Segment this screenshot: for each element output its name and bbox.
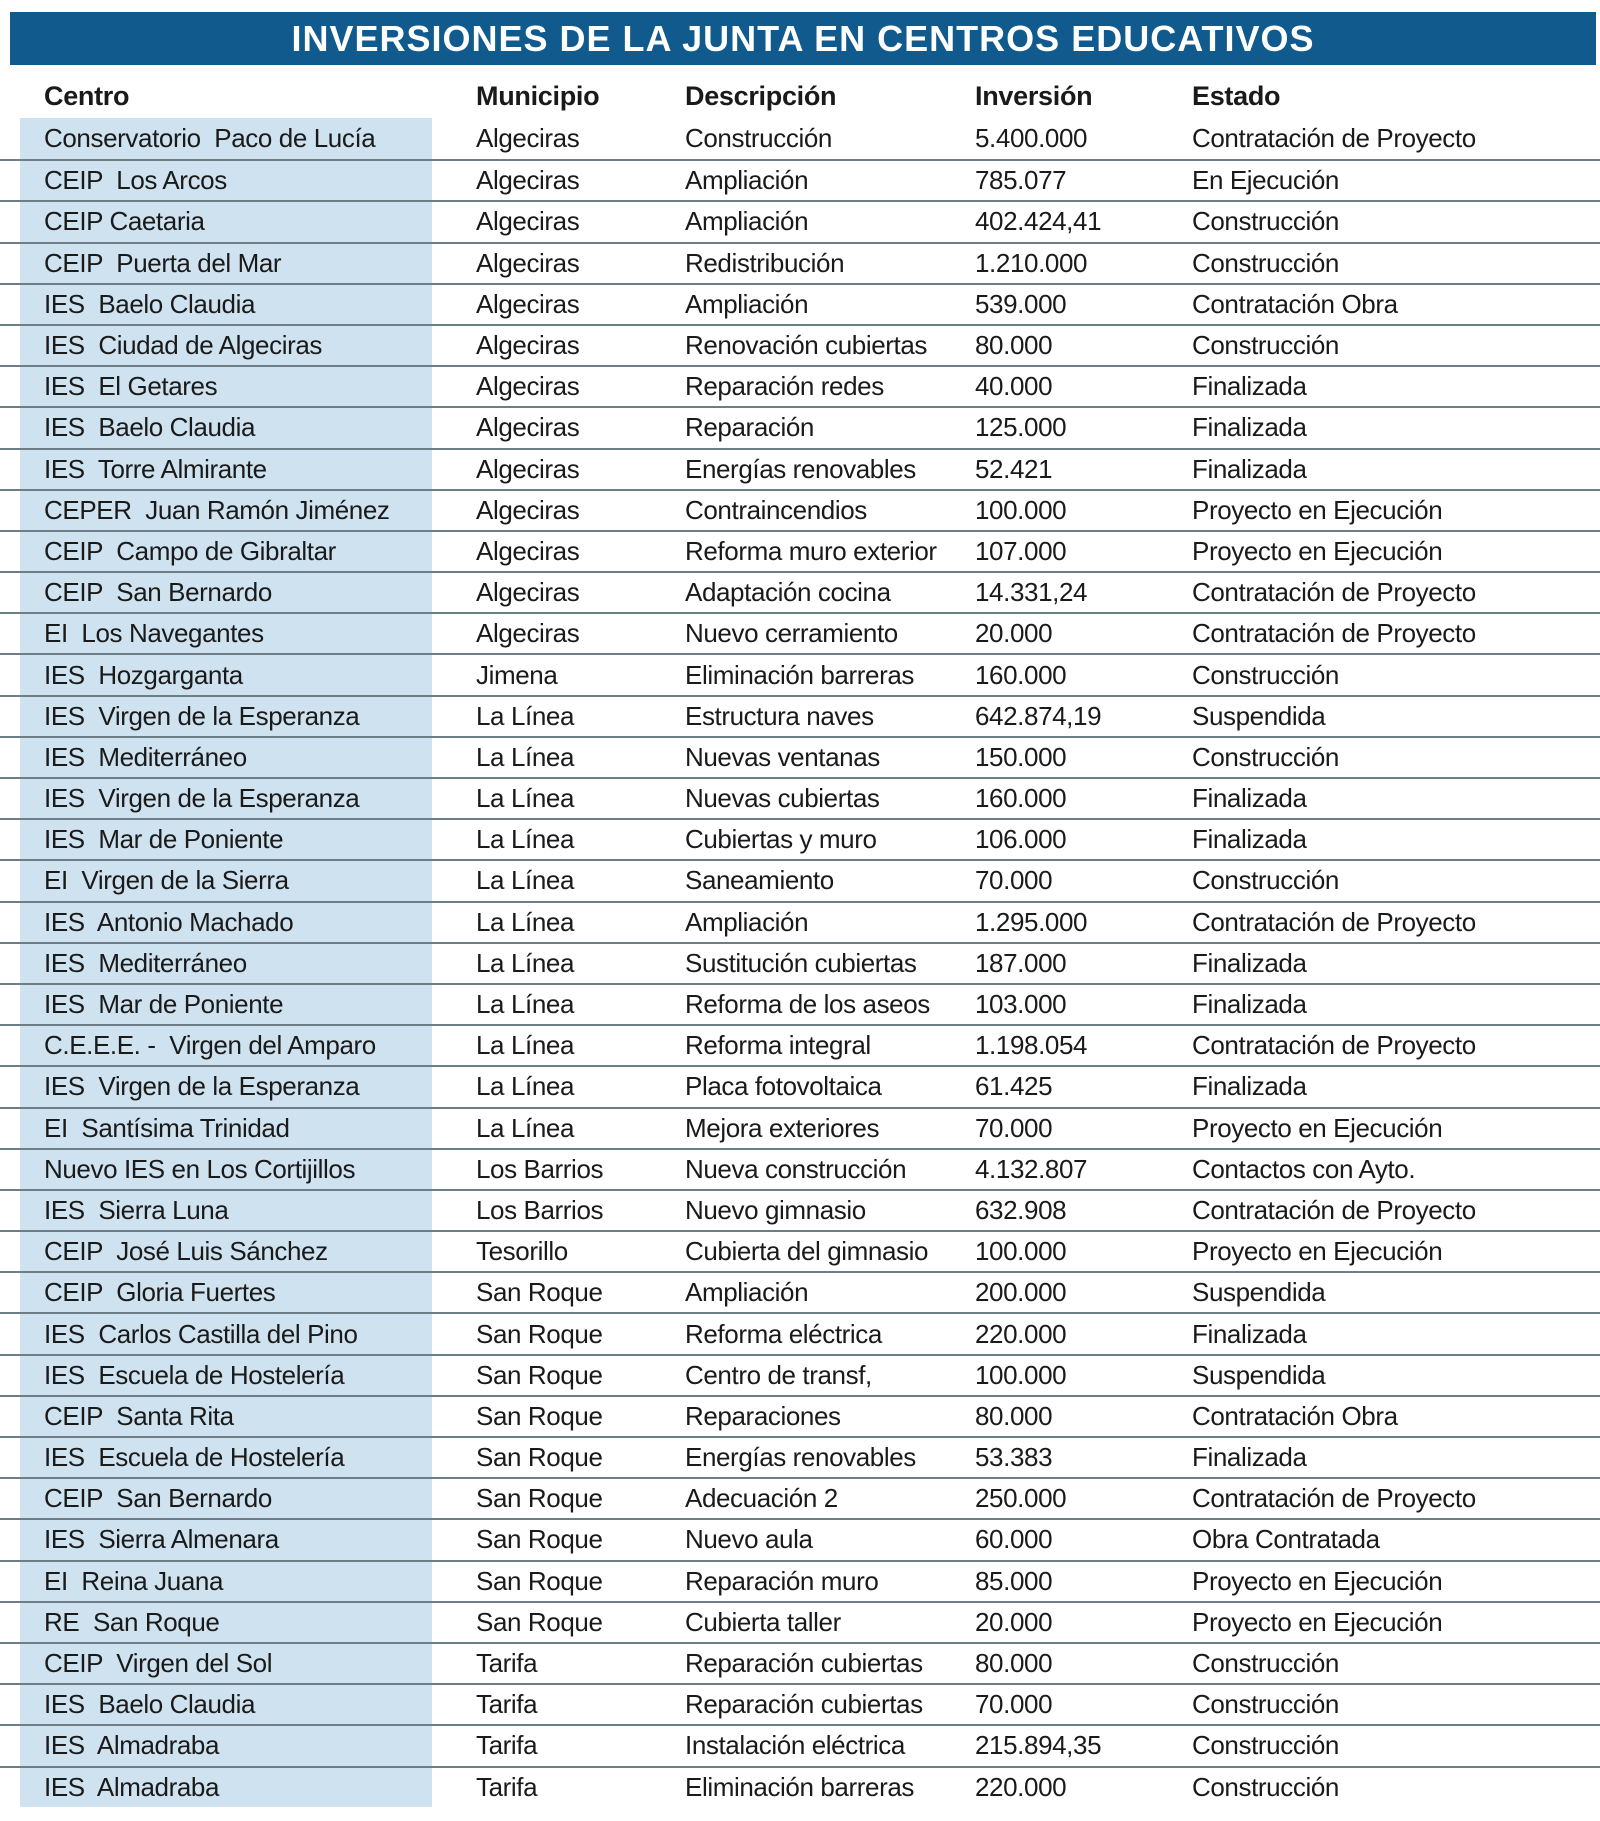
cell-inversion: 4.132.807 [975, 1153, 1088, 1184]
table-row [0, 159, 1600, 200]
cell-descripcion: Reparaciones [685, 1400, 841, 1431]
cell-descripcion: Reforma integral [685, 1030, 871, 1061]
table-row [0, 983, 1600, 1024]
cell-descripcion: Ampliación [685, 165, 809, 196]
table-row [0, 653, 1600, 694]
cell-centro: IES Mar de Poniente [0, 820, 432, 859]
cell-inversion: 160.000 [975, 783, 1067, 814]
table-row [0, 1560, 1600, 1601]
table-row [0, 1724, 1600, 1765]
cell-municipio: Tarifa [476, 1689, 538, 1720]
cell-descripcion: Mejora exteriores [685, 1112, 880, 1143]
cell-municipio: La Línea [476, 1112, 575, 1143]
cell-municipio: La Línea [476, 906, 575, 937]
cell-estado: Contratación Obra [1192, 288, 1398, 319]
table-row [0, 1312, 1600, 1353]
cell-municipio: Algeciras [476, 165, 580, 196]
cell-estado: Contratación Obra [1192, 1400, 1398, 1431]
cell-municipio: Tesorillo [476, 1236, 568, 1267]
cell-municipio: Tarifa [476, 1771, 538, 1802]
cell-inversion: 20.000 [975, 1606, 1053, 1637]
cell-inversion: 250.000 [975, 1483, 1067, 1514]
table-row [0, 736, 1600, 777]
cell-descripcion: Cubiertas y muro [685, 824, 877, 855]
cell-estado: Proyecto en Ejecución [1192, 494, 1443, 525]
cell-descripcion: Ampliación [685, 906, 809, 937]
column-headers [0, 65, 1600, 118]
cell-municipio: La Línea [476, 700, 575, 731]
table-row [0, 1065, 1600, 1106]
cell-centro: Nuevo IES en Los Cortijillos [0, 1150, 432, 1189]
cell-municipio: La Línea [476, 741, 575, 772]
cell-descripcion: Nuevo gimnasio [685, 1194, 866, 1225]
table-row [0, 1518, 1600, 1559]
table-row [0, 1395, 1600, 1436]
cell-estado: Construcción [1192, 1648, 1339, 1679]
cell-estado: Finalizada [1192, 371, 1307, 402]
cell-inversion: 632.908 [975, 1194, 1067, 1225]
cell-estado: En Ejecución [1192, 165, 1339, 196]
cell-centro: IES El Getares [0, 367, 432, 406]
cell-municipio: San Roque [476, 1606, 603, 1637]
cell-inversion: 1.198.054 [975, 1030, 1088, 1061]
cell-inversion: 70.000 [975, 1112, 1053, 1143]
cell-centro: CEIP Los Arcos [0, 161, 432, 200]
column-header-centro: Centro [44, 81, 130, 111]
cell-inversion: 80.000 [975, 1400, 1053, 1431]
table-row [0, 1601, 1600, 1642]
cell-municipio: Los Barrios [476, 1194, 604, 1225]
cell-municipio: Tarifa [476, 1730, 538, 1761]
cell-inversion: 642.874,19 [975, 700, 1102, 731]
cell-estado: Obra Contratada [1192, 1524, 1380, 1555]
cell-inversion: 785.077 [975, 165, 1067, 196]
cell-inversion: 100.000 [975, 494, 1067, 525]
cell-municipio: Algeciras [476, 206, 580, 237]
cell-inversion: 14.331,24 [975, 577, 1088, 608]
cell-estado: Contratación de Proyecto [1192, 1483, 1476, 1514]
cell-descripcion: Construcción [685, 123, 832, 154]
cell-inversion: 60.000 [975, 1524, 1053, 1555]
cell-estado: Contratación de Proyecto [1192, 1194, 1476, 1225]
cell-inversion: 40.000 [975, 371, 1053, 402]
cell-inversion: 215.894,35 [975, 1730, 1102, 1761]
cell-descripcion: Nuevo aula [685, 1524, 813, 1555]
table-row [0, 448, 1600, 489]
cell-municipio: La Línea [476, 824, 575, 855]
cell-estado: Construcción [1192, 1771, 1339, 1802]
table-row [0, 1230, 1600, 1271]
cell-centro: IES Carlos Castilla del Pino [0, 1314, 432, 1353]
cell-municipio: Algeciras [476, 535, 580, 566]
cell-estado: Contactos con Ayto. [1192, 1153, 1416, 1184]
cell-centro: IES Baelo Claudia [0, 285, 432, 324]
cell-descripcion: Reparación [685, 412, 814, 443]
cell-centro: EI Los Navegantes [0, 614, 432, 653]
cell-estado: Finalizada [1192, 412, 1307, 443]
cell-inversion: 160.000 [975, 659, 1067, 690]
cell-descripcion: Reparación redes [685, 371, 884, 402]
cell-centro: IES Virgen de la Esperanza [0, 779, 432, 818]
table-row [0, 777, 1600, 818]
cell-inversion: 100.000 [975, 1359, 1067, 1390]
column-header-descripcion: Descripción [685, 81, 837, 111]
table-row [0, 942, 1600, 983]
table-row [0, 1436, 1600, 1477]
cell-centro: CEIP Gloria Fuertes [0, 1273, 432, 1312]
cell-inversion: 53.383 [975, 1442, 1053, 1473]
cell-estado: Proyecto en Ejecución [1192, 535, 1443, 566]
cell-descripcion: Cubierta del gimnasio [685, 1236, 929, 1267]
table-row [0, 118, 1600, 159]
cell-municipio: Algeciras [476, 123, 580, 154]
table-row [0, 530, 1600, 571]
cell-estado: Contratación de Proyecto [1192, 123, 1476, 154]
cell-municipio: San Roque [476, 1400, 603, 1431]
cell-inversion: 80.000 [975, 1648, 1053, 1679]
cell-centro: CEIP Puerta del Mar [0, 244, 432, 283]
cell-inversion: 100.000 [975, 1236, 1067, 1267]
cell-inversion: 80.000 [975, 330, 1053, 361]
cell-municipio: La Línea [476, 947, 575, 978]
table-row [0, 1683, 1600, 1724]
cell-descripcion: Nuevas ventanas [685, 741, 880, 772]
cell-estado: Contratación de Proyecto [1192, 577, 1476, 608]
table-row [0, 1766, 1600, 1807]
cell-centro: CEIP José Luis Sánchez [0, 1232, 432, 1271]
table-row [0, 242, 1600, 283]
cell-municipio: Algeciras [476, 412, 580, 443]
cell-centro: IES Virgen de la Esperanza [0, 1067, 432, 1106]
cell-descripcion: Ampliación [685, 288, 809, 319]
cell-inversion: 402.424,41 [975, 206, 1102, 237]
cell-descripcion: Nuevo cerramiento [685, 618, 898, 649]
cell-estado: Finalizada [1192, 1442, 1307, 1473]
table-row [0, 1189, 1600, 1230]
table-row [0, 1354, 1600, 1395]
cell-centro: IES Hozgarganta [0, 655, 432, 694]
cell-descripcion: Renovación cubiertas [685, 330, 928, 361]
cell-descripcion: Nuevas cubiertas [685, 783, 880, 814]
cell-estado: Construcción [1192, 1689, 1339, 1720]
cell-municipio: La Línea [476, 1071, 575, 1102]
cell-estado: Proyecto en Ejecución [1192, 1112, 1443, 1143]
cell-descripcion: Saneamiento [685, 865, 834, 896]
cell-descripcion: Ampliación [685, 206, 809, 237]
cell-centro: C.E.E.E. - Virgen del Amparo [0, 1026, 432, 1065]
table-row [0, 612, 1600, 653]
cell-centro: IES Mediterráneo [0, 944, 432, 983]
table-row [0, 365, 1600, 406]
cell-descripcion: Reparación muro [685, 1565, 879, 1596]
cell-descripcion: Sustitución cubiertas [685, 947, 917, 978]
cell-estado: Proyecto en Ejecución [1192, 1236, 1443, 1267]
cell-estado: Finalizada [1192, 824, 1307, 855]
page-title: INVERSIONES DE LA JUNTA EN CENTROS EDUCATIVOS [291, 17, 1315, 59]
cell-centro: EI Virgen de la Sierra [0, 861, 432, 900]
cell-municipio: Algeciras [476, 288, 580, 319]
cell-centro: IES Baelo Claudia [0, 1685, 432, 1724]
cell-descripcion: Eliminación barreras [685, 659, 914, 690]
cell-municipio: La Línea [476, 865, 575, 896]
cell-inversion: 539.000 [975, 288, 1067, 319]
cell-descripcion: Instalación eléctrica [685, 1730, 905, 1761]
table-row [0, 571, 1600, 612]
cell-centro: IES Almadraba [0, 1726, 432, 1765]
cell-descripcion: Placa fotovoltaica [685, 1071, 882, 1102]
cell-descripcion: Ampliación [685, 1277, 809, 1308]
cell-estado: Contratación de Proyecto [1192, 618, 1476, 649]
cell-estado: Finalizada [1192, 1318, 1307, 1349]
cell-inversion: 1.295.000 [975, 906, 1088, 937]
cell-inversion: 107.000 [975, 535, 1067, 566]
column-header-inversion: Inversión [975, 81, 1093, 111]
cell-inversion: 106.000 [975, 824, 1067, 855]
cell-centro: IES Mediterráneo [0, 738, 432, 777]
cell-inversion: 52.421 [975, 453, 1053, 484]
cell-descripcion: Contraincendios [685, 494, 867, 525]
cell-municipio: San Roque [476, 1318, 603, 1349]
cell-inversion: 220.000 [975, 1318, 1067, 1349]
cell-municipio: Algeciras [476, 618, 580, 649]
cell-inversion: 103.000 [975, 989, 1067, 1020]
cell-centro: Conservatorio Paco de Lucía [0, 118, 432, 159]
table-row [0, 818, 1600, 859]
cell-centro: IES Virgen de la Esperanza [0, 697, 432, 736]
cell-inversion: 200.000 [975, 1277, 1067, 1308]
cell-centro: IES Mar de Poniente [0, 985, 432, 1024]
cell-descripcion: Eliminación barreras [685, 1771, 914, 1802]
cell-municipio: San Roque [476, 1442, 603, 1473]
cell-descripcion: Energías renovables [685, 453, 916, 484]
cell-centro: EI Reina Juana [0, 1562, 432, 1601]
table-row [0, 1148, 1600, 1189]
cell-estado: Construcción [1192, 206, 1339, 237]
cell-municipio: San Roque [476, 1277, 603, 1308]
cell-estado: Proyecto en Ejecución [1192, 1565, 1443, 1596]
cell-municipio: Algeciras [476, 577, 580, 608]
cell-centro: IES Torre Almirante [0, 450, 432, 489]
cell-municipio: San Roque [476, 1524, 603, 1555]
cell-descripcion: Reforma eléctrica [685, 1318, 882, 1349]
cell-estado: Suspendida [1192, 1359, 1326, 1390]
cell-estado: Finalizada [1192, 989, 1307, 1020]
cell-inversion: 125.000 [975, 412, 1067, 443]
cell-centro: CEPER Juan Ramón Jiménez [0, 491, 432, 530]
cell-descripcion: Adecuación 2 [685, 1483, 838, 1514]
table-row [0, 1024, 1600, 1065]
cell-centro: CEIP Santa Rita [0, 1397, 432, 1436]
cell-estado: Construcción [1192, 330, 1339, 361]
table-row [0, 200, 1600, 241]
cell-descripcion: Reforma de los aseos [685, 989, 930, 1020]
cell-centro: IES Escuela de Hostelería [0, 1438, 432, 1477]
cell-centro: EI Santísima Trinidad [0, 1109, 432, 1148]
cell-estado: Suspendida [1192, 1277, 1326, 1308]
table-row [0, 324, 1600, 365]
cell-inversion: 1.210.000 [975, 247, 1088, 278]
cell-descripcion: Nueva construcción [685, 1153, 907, 1184]
cell-centro: IES Baelo Claudia [0, 408, 432, 447]
cell-centro: IES Escuela de Hostelería [0, 1356, 432, 1395]
table-row [0, 901, 1600, 942]
cell-descripcion: Redistribución [685, 247, 845, 278]
table-body [0, 118, 1600, 1807]
cell-municipio: La Línea [476, 1030, 575, 1061]
cell-inversion: 85.000 [975, 1565, 1053, 1596]
cell-estado: Construcción [1192, 1730, 1339, 1761]
table-row [0, 859, 1600, 900]
cell-descripcion: Adaptación cocina [685, 577, 891, 608]
cell-centro: IES Ciudad de Algeciras [0, 326, 432, 365]
table-row [0, 1642, 1600, 1683]
cell-estado: Finalizada [1192, 453, 1307, 484]
cell-estado: Construcción [1192, 865, 1339, 896]
cell-municipio: San Roque [476, 1359, 603, 1390]
cell-centro: CEIP San Bernardo [0, 573, 432, 612]
cell-inversion: 20.000 [975, 618, 1053, 649]
cell-inversion: 70.000 [975, 1689, 1053, 1720]
table-row [0, 406, 1600, 447]
cell-descripcion: Reparación cubiertas [685, 1648, 923, 1679]
cell-estado: Contratación de Proyecto [1192, 1030, 1476, 1061]
cell-centro: IES Sierra Almenara [0, 1520, 432, 1559]
column-header-estado: Estado [1192, 81, 1281, 111]
cell-centro: CEIP Caetaria [0, 202, 432, 241]
cell-municipio: Algeciras [476, 453, 580, 484]
table-row [0, 489, 1600, 530]
cell-centro: IES Sierra Luna [0, 1191, 432, 1230]
cell-municipio: San Roque [476, 1565, 603, 1596]
table-row [0, 1107, 1600, 1148]
cell-estado: Contratación de Proyecto [1192, 906, 1476, 937]
cell-centro: CEIP Virgen del Sol [0, 1644, 432, 1683]
cell-descripcion: Cubierta taller [685, 1606, 841, 1637]
cell-estado: Proyecto en Ejecución [1192, 1606, 1443, 1637]
cell-municipio: La Línea [476, 989, 575, 1020]
title-bar [10, 12, 1596, 65]
cell-municipio: Tarifa [476, 1648, 538, 1679]
cell-municipio: Algeciras [476, 371, 580, 402]
cell-estado: Suspendida [1192, 700, 1326, 731]
cell-estado: Construcción [1192, 247, 1339, 278]
cell-inversion: 220.000 [975, 1771, 1067, 1802]
table-row [0, 1271, 1600, 1312]
cell-descripcion: Reparación cubiertas [685, 1689, 923, 1720]
cell-municipio: Algeciras [476, 330, 580, 361]
table-row [0, 695, 1600, 736]
cell-estado: Finalizada [1192, 783, 1307, 814]
cell-descripcion: Centro de transf, [685, 1359, 872, 1390]
cell-centro: IES Almadraba [0, 1768, 432, 1807]
cell-municipio: San Roque [476, 1483, 603, 1514]
cell-inversion: 187.000 [975, 947, 1067, 978]
table-row [0, 283, 1600, 324]
cell-estado: Construcción [1192, 741, 1339, 772]
cell-centro: IES Antonio Machado [0, 903, 432, 942]
cell-municipio: Jimena [476, 659, 558, 690]
cell-inversion: 70.000 [975, 865, 1053, 896]
cell-municipio: Algeciras [476, 494, 580, 525]
cell-municipio: Algeciras [476, 247, 580, 278]
cell-estado: Construcción [1192, 659, 1339, 690]
cell-descripcion: Estructura naves [685, 700, 874, 731]
cell-descripcion: Reforma muro exterior [685, 535, 937, 566]
table-row [0, 1477, 1600, 1518]
cell-inversion: 5.400.000 [975, 123, 1088, 154]
cell-municipio: La Línea [476, 783, 575, 814]
cell-centro: CEIP Campo de Gibraltar [0, 532, 432, 571]
cell-descripcion: Energías renovables [685, 1442, 916, 1473]
cell-inversion: 150.000 [975, 741, 1067, 772]
column-header-municipio: Municipio [476, 81, 600, 111]
cell-estado: Finalizada [1192, 947, 1307, 978]
cell-municipio: Los Barrios [476, 1153, 604, 1184]
cell-centro: CEIP San Bernardo [0, 1479, 432, 1518]
cell-estado: Finalizada [1192, 1071, 1307, 1102]
cell-inversion: 61.425 [975, 1071, 1053, 1102]
cell-centro: RE San Roque [0, 1603, 432, 1642]
